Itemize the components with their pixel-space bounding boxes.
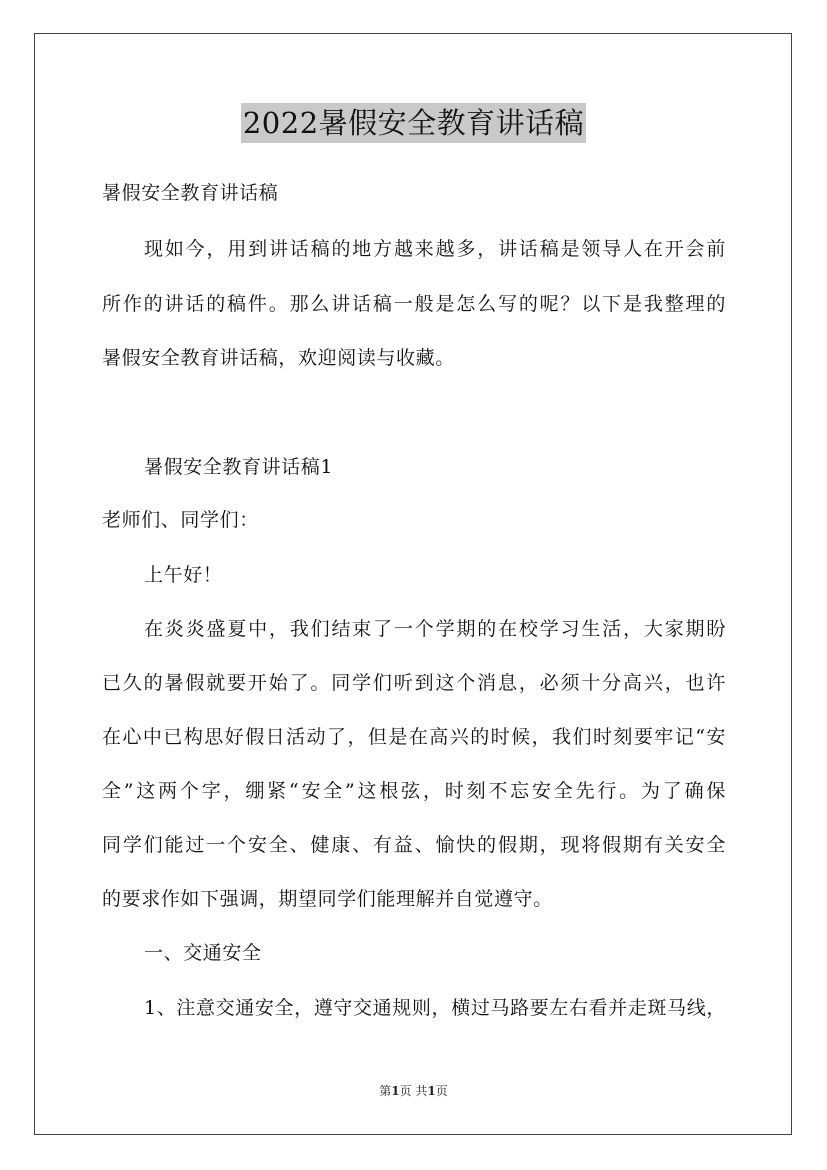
intro-line-2: 所作的讲话的稿件。那么讲话稿一般是怎么写的呢？以下是我整理的 (102, 293, 726, 315)
document-subtitle: 暑假安全教育讲话稿 (102, 182, 279, 204)
footer-page-total: 1 (427, 1084, 436, 1098)
footer-page-prefix: 第 (379, 1084, 392, 1098)
footer-page-suffix: 页 (435, 1084, 448, 1098)
intro-line-1: 现如今，用到讲话稿的地方越来越多，讲话稿是领导人在开会前 (144, 238, 726, 260)
page-footer (0, 1083, 827, 1099)
body-line-1: 在炎炎盛夏中，我们结束了一个学期的在校学习生活，大家期盼 (144, 618, 726, 640)
subheading-traffic-safety: 一、交通安全 (144, 942, 262, 964)
title-container (0, 103, 827, 143)
section-heading: 暑假安全教育讲话稿1 (144, 456, 334, 478)
body-line-6: 的要求作如下强调，期望同学们能理解并自觉遵守。 (102, 888, 553, 910)
item-1-line: 1、注意交通安全，遵守交通规则，横过马路要左右看并走斑马线， (144, 997, 726, 1019)
footer-page-current: 1 (391, 1084, 400, 1098)
salutation: 老师们、同学们： (102, 509, 259, 531)
body-line-3: 在心中已构思好假日活动了，但是在高兴的时候，我们时刻要牢记“安 (102, 726, 726, 748)
greeting: 上午好！ (144, 564, 223, 586)
footer-page-mid: 页 共 (399, 1084, 428, 1098)
body-line-2: 已久的暑假就要开始了。同学们听到这个消息，必须十分高兴，也许 (102, 672, 726, 694)
intro-line-3: 暑假安全教育讲话稿，欢迎阅读与收藏。 (102, 347, 455, 369)
document-title: 2022暑假安全教育讲话稿 (241, 103, 586, 143)
body-line-5: 同学们能过一个安全、健康、有益、愉快的假期，现将假期有关安全 (102, 834, 726, 856)
body-line-4: 全”这两个字，绷紧“安全”这根弦，时刻不忘安全先行。为了确保 (102, 780, 726, 802)
